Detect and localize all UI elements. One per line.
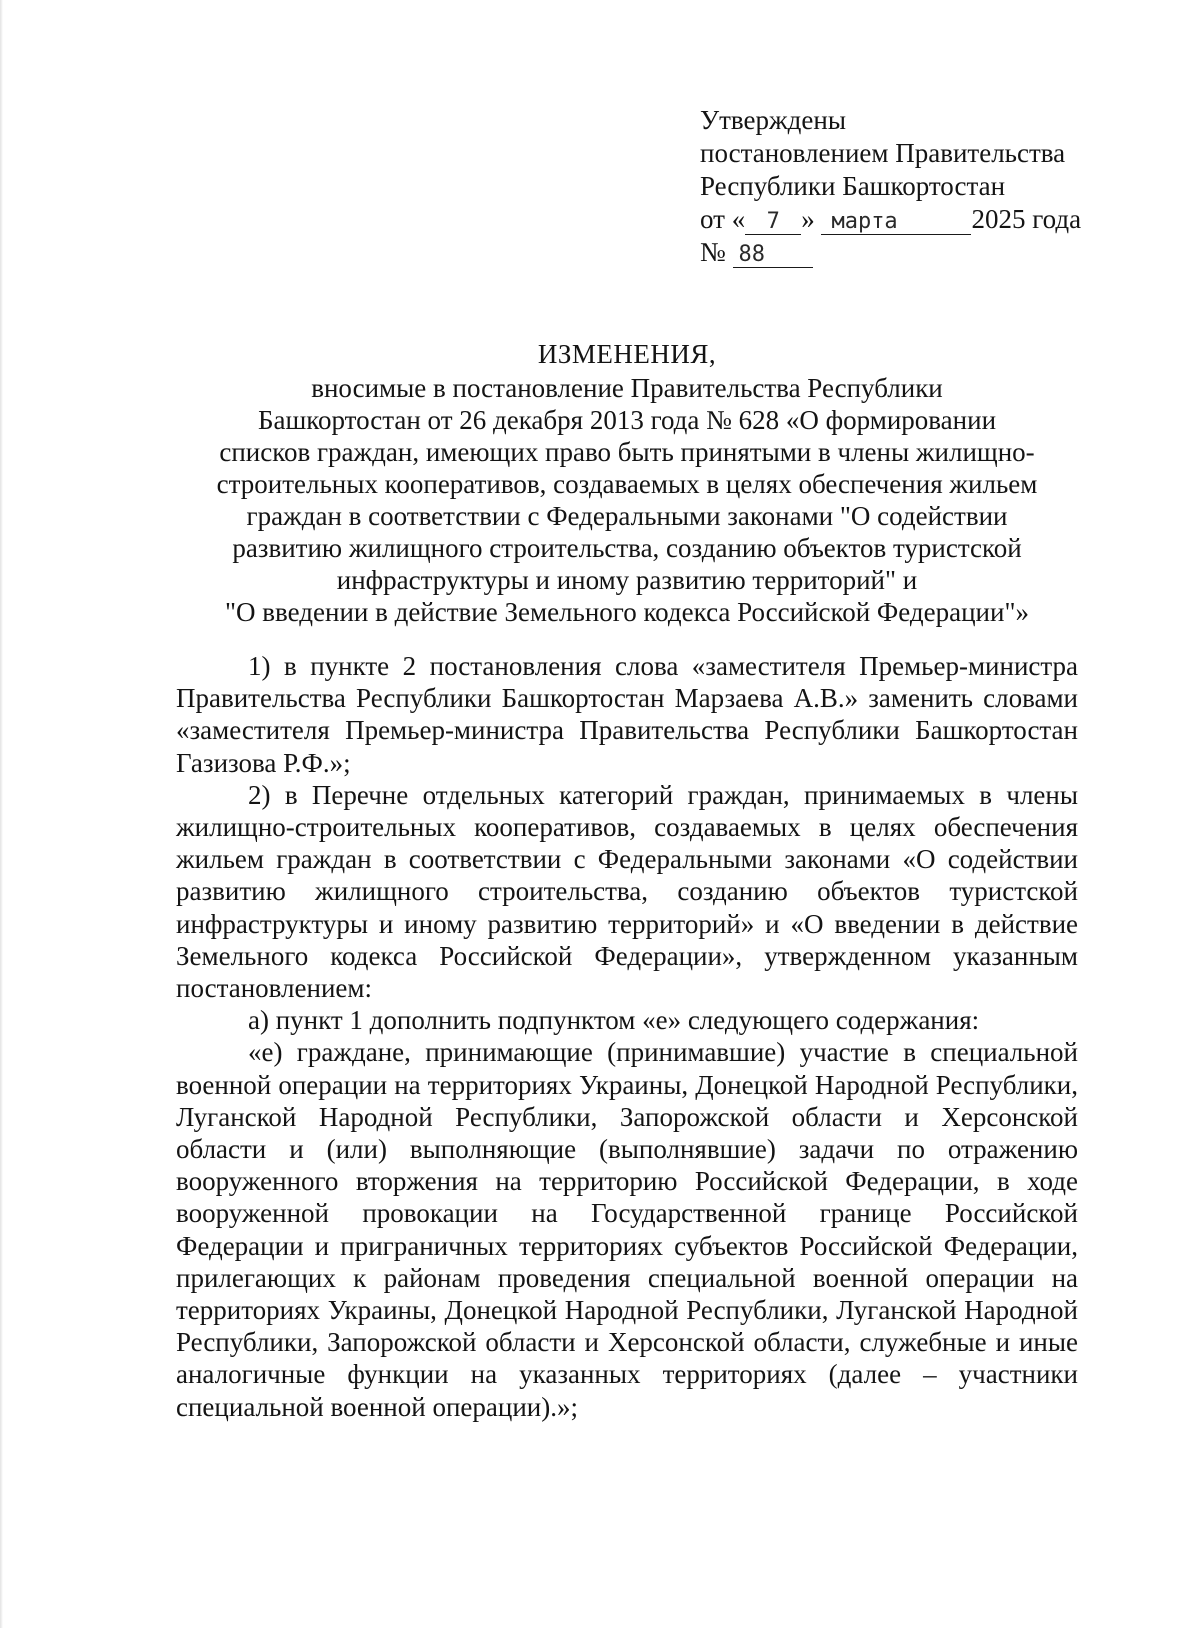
number-handwritten: 88 bbox=[733, 243, 813, 268]
paragraph-2a: а) пункт 1 дополнить подпунктом «е» следующего содержания: bbox=[248, 1005, 980, 1036]
date-year: 2025 года bbox=[971, 204, 1082, 234]
title-line: Башкортостан от 26 декабря 2013 года № 628 «О формировании bbox=[257, 405, 997, 435]
approval-line-2: постановлением Правительства bbox=[700, 138, 1066, 168]
title-line: инфраструктуры и иному развитию территорий" и bbox=[336, 565, 918, 595]
date-prefix: от « bbox=[700, 204, 746, 234]
date-mid: » bbox=[801, 204, 815, 234]
scan-edge bbox=[0, 0, 3, 1628]
title-line: списков граждан, имеющих право быть принятыми в члены жилищно- bbox=[219, 437, 1035, 467]
paragraph-2: 2) в Перечне отдельных категорий граждан, принимаемых в члены жилищно-строительных кооперативов, создаваемых в целях обеспечения жильем граждан в соответствии с Федеральными законами «О содействии развитию жилищного строительства, созданию объектов туристской инфраструктуры и иному развитию территорий» и «О введении в действие Земельного кодекса Российской Федерации», утвержденном указанным постановлением: bbox=[176, 779, 1078, 1004]
title-heading: ИЗМЕНЕНИЯ, bbox=[537, 339, 717, 369]
approval-line-3: Республики Башкортостан bbox=[700, 171, 1006, 201]
date-month-handwritten: марта bbox=[821, 210, 971, 235]
title-line: вносимые в постановление Правительства Республики bbox=[311, 373, 943, 403]
title-line: строительных кооперативов, создаваемых в целях обеспечения жильем bbox=[216, 469, 1038, 499]
document-title bbox=[176, 338, 1078, 628]
title-line: "О введении в действие Земельного кодекса Российской Федерации"» bbox=[225, 597, 1029, 627]
document-body bbox=[176, 650, 1078, 1423]
approval-date-line bbox=[700, 203, 1120, 236]
approval-stamp-block bbox=[700, 104, 1120, 269]
paragraph-2a-e: «е) граждане, принимающие (принимавшие) участие в специальной военной операции на территориях Украины, Донецкой Народной Республики, Луганской Народной Республики, Запорожской области и Херсонской области и (или) выполняющие (выполнявшие) задачи по отражению вооруженного вторжения на территорию Российской Федерации, в ходе вооруженной провокации на Государственной границе Российской Федерации и приграничных территориях субъектов Российской Федерации, прилегающих к районам проведения специальной военной операции на территориях Украины, Донецкой Народной Республики, Луганской Народной Республики, Запорожской области и Херсонской области, служебные и иные аналогичные функции на указанных территориях (далее – участники специальной военной операции).»; bbox=[176, 1037, 1078, 1422]
date-day-handwritten: 7 bbox=[745, 210, 801, 235]
title-line: развитию жилищного строительства, созданию объектов туристской bbox=[232, 533, 1022, 563]
title-line: граждан в соответствии с Федеральными законами "О содействии bbox=[246, 501, 1008, 531]
approval-number-line bbox=[700, 236, 1120, 269]
paragraph-1: 1) в пункте 2 постановления слова «заместителя Премьер-министра Правительства Республики Башкортостан Марзаева А.В.» заменить словами «заместителя Премьер-министра Правительства Республики Башкортостан Газизова Р.Ф.»; bbox=[176, 651, 1078, 778]
number-prefix: № bbox=[700, 237, 726, 267]
approval-line-1: Утверждены bbox=[700, 105, 846, 135]
